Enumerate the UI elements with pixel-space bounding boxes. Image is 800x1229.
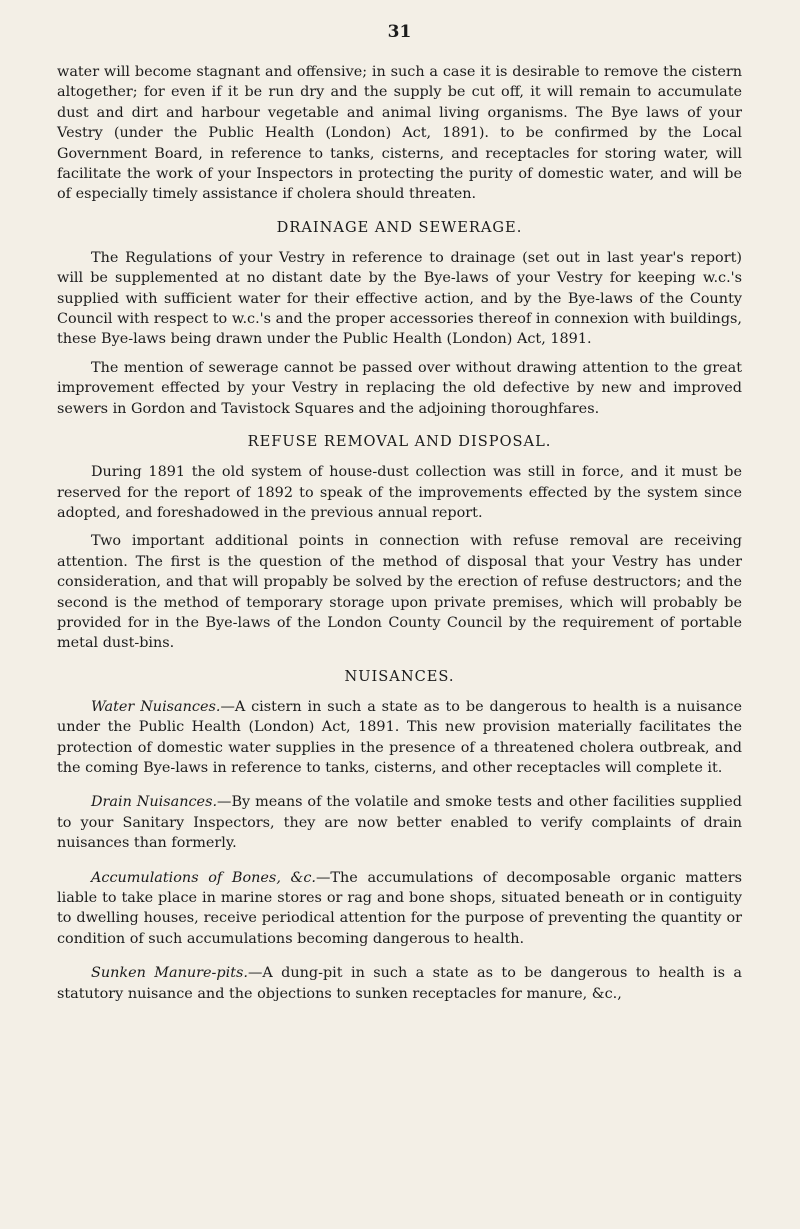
paragraph-water-nuisances — [57, 697, 742, 779]
paragraph-sewerage: The mention of sewerage cannot be passed over without drawing attention to the great improvement effected by your Vestry in replacing the old defective by new and improved sewers in Gordon and Tavistock Squares and the adjoining thoroughfares. — [57, 359, 742, 417]
drain-nuisances-text: —By means of the volatile and smoke tests and other facilities supplied to your Sanitary Inspectors, they are now better enabled to verify complaints of drain nuisances than formerly. — [57, 794, 742, 852]
water-nuisances-lead: Water Nuisances. — [91, 698, 221, 715]
document-page — [57, 22, 742, 1018]
heading-nuisances: NUISANCES. — [344, 667, 455, 685]
manure-pits-lead: Sunken Manure-pits. — [91, 965, 248, 982]
paragraph-house-dust: During 1891 the old system of house-dust collection was still in force, and it must be reserved for the report of 1892 to speak of the improvements effected by the system since adopted, and foreshadowed in the previous annual report. — [57, 464, 742, 521]
page-number: 31 — [387, 22, 412, 42]
paragraph-accumulations — [57, 868, 742, 950]
accumulations-lead: Accumulations of Bones, &c. — [91, 869, 317, 886]
heading-refuse-removal: REFUSE REMOVAL AND DISPOSAL. — [247, 433, 552, 451]
water-nuisances-text: —A cistern in such a state as to be dangerous to health is a nuisance under the Public Health (London) Act, 1891. This new provision materially facilitates the protection of domestic water supplies in the presence of a threatened cholera outbreak, and the coming Bye-laws in reference to tanks, cisterns, and other receptacles will complete it. — [57, 698, 742, 776]
heading-drainage-sewerage: DRAINAGE AND SEWERAGE. — [276, 218, 523, 236]
paragraph-cisterns: water will become stagnant and offensive; in such a case it is desirable to remove the cistern altogether; for even if it be run dry and the supply be cut off, it will remain to accumulate dust and dirt and harbour vegetable and animal living organisms. The Bye laws of your Vestry (under the Public Health (London) Act, 1891). to be confirmed by the Local Government Board, in reference to tanks, cisterns, and receptacles for storing water, will facilitate the work of your Inspectors in protecting the purity of domestic water, and will be of especially timely assistance if cholera should threaten. — [57, 64, 742, 203]
paragraph-drain-nuisances — [57, 792, 742, 853]
paragraph-drainage-regulations: The Regulations of your Vestry in reference to drainage (set out in last year's report) will be supplemented at no distant date by the Bye-laws of your Vestry for keeping w.c.'s supplied with sufficient water for their effective action, and by the Bye-laws of the County Council with respect to w.c.'s and the proper accessories thereof in connexion with buildings, these Bye-laws being drawn under the Public Health (London) Act, 1891. — [57, 249, 742, 348]
paragraph-refuse-points: Two important additional points in connection with refuse removal are receiving attention. The first is the question of the method of disposal that your Vestry has under consideration, and that will propably be solved by the erection of refuse destructors; and the second is the method of temporary storage upon private premises, which will probably be provided for in the Bye-laws of the London County Council by the requirement of portable metal dust-bins. — [57, 533, 742, 652]
accumulations-text: —The accumulations of decomposable organic matters liable to take place in marine stores or rag and bone shops, situated beneath or in contiguity to dwelling houses, receive periodical attention for the purpose of preventing the quantity or condition of such accumulations becoming dangerous to health. — [57, 869, 743, 947]
manure-pits-text: —A dung-pit in such a state as to be dangerous to health is a statutory nuisance and the objections to sunken receptacles for manure, &c., — [57, 965, 742, 1002]
paragraph-manure-pits — [57, 963, 742, 1004]
drain-nuisances-lead: Drain Nuisances. — [91, 794, 218, 811]
